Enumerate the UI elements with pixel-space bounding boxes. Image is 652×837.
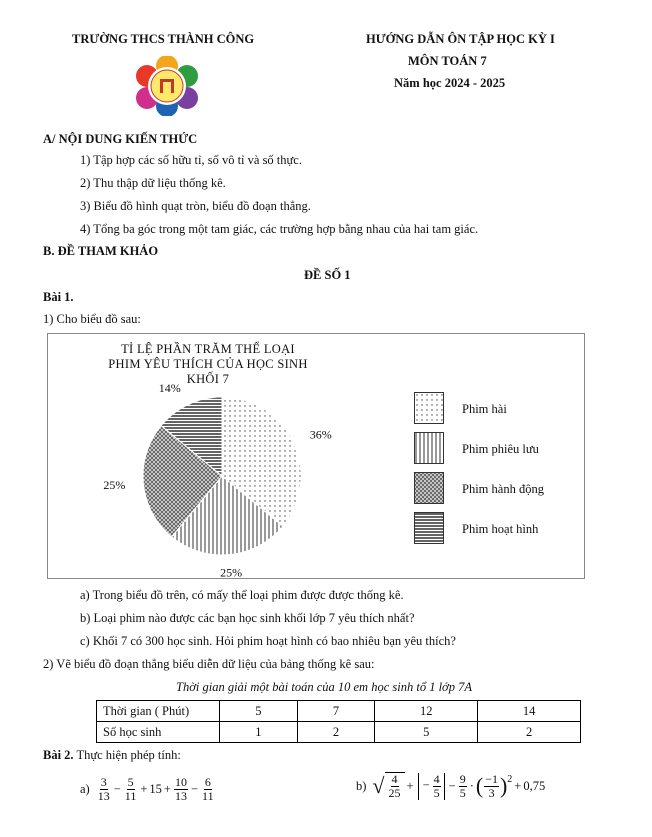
table-caption: Thời gian giải một bài toán của 10 em học sinh tổ 1 lớp 7A — [176, 680, 472, 694]
table-cell: 5 — [375, 722, 478, 743]
section-b-title: B. ĐỀ THAM KHẢO — [43, 244, 159, 258]
question-b: b) Loại phim nào được các bạn học sinh khối lớp 7 yêu thích nhất? — [80, 611, 415, 625]
pie-label: 36% — [309, 427, 332, 442]
absolute-value: − $\frac{4}{5}$ — [418, 773, 445, 800]
operator: − — [113, 782, 121, 796]
bai1-intro: 1) Cho biểu đồ sau: — [43, 312, 141, 326]
legend-swatch-dots — [414, 392, 444, 424]
operator: + — [140, 782, 148, 796]
table-cell: 1 — [220, 722, 298, 743]
fraction: $\frac{3}{13}$ — [97, 775, 110, 803]
table-header-cell: Số học sinh — [97, 722, 220, 743]
question-a: a) Trong biểu đồ trên, có mấy thể loại phim được được thống kê. — [80, 588, 404, 602]
table-cell: 2 — [478, 722, 581, 743]
chart-title: TỈ LỆ PHẦN TRĂM THỂ LOẠI PHIM YÊU THÍCH CỦA HỌC SINH KHỐI 7 — [108, 342, 308, 386]
content-item: 1) Tập hợp các số hữu tỉ, số vô tỉ và số thực. — [80, 153, 302, 167]
term: 15 — [149, 782, 162, 796]
stats-table — [96, 700, 581, 743]
legend-swatch-vertical — [414, 432, 444, 464]
part2-text: 2) Vẽ biểu đồ đoạn thẳng biểu diễn dữ liệu của bảng thống kê sau: — [43, 657, 375, 671]
subject-title: MÔN TOÁN 7 — [408, 54, 487, 68]
doc-title: HƯỚNG DẪN ÔN TẬP HỌC KỲ I — [366, 32, 555, 46]
exponent: 2 — [507, 774, 513, 785]
table-row — [97, 722, 581, 743]
fraction: $\frac{10}{13}$ — [174, 775, 187, 803]
content-item: 3) Biểu đồ hình quạt tròn, biểu đồ đoạn thẳng. — [80, 199, 311, 213]
legend-label: Phim hoạt hình — [462, 522, 539, 536]
legend-swatch-horizontal — [414, 512, 444, 544]
exam-title: ĐỀ SỐ 1 — [304, 268, 351, 282]
table-header-cell: Thời gian ( Phút) — [97, 701, 220, 722]
table-cell: 14 — [478, 701, 581, 722]
bai2-title: Bài 2. — [43, 748, 74, 762]
operator: + — [163, 782, 171, 796]
legend-label: Phim phiêu lưu — [462, 442, 539, 456]
fraction: $\frac{5}{11}$ — [124, 775, 137, 803]
expression-b: b) √ $\frac{4}{25}$ + − $\frac{4}{5}$ − $\frac{9}{5}$ · ( $\frac{-1}{3}$ ) $^2$ + 0,75 — [356, 771, 546, 800]
table-row — [97, 701, 581, 722]
pie-label: 25% — [220, 565, 243, 578]
table-cell: 12 — [375, 701, 478, 722]
operator: + — [514, 778, 522, 793]
expression-a — [80, 776, 216, 803]
square-root: √ $\frac{4}{25}$ — [372, 772, 404, 800]
section-a-title: A/ NỘI DUNG KIẾN THỨC — [43, 132, 198, 146]
school-year: Năm học 2024 - 2025 — [394, 76, 506, 90]
content-item: 4) Tổng ba góc trong một tam giác, các trường hợp bằng nhau của hai tam giác. — [80, 222, 479, 236]
question-c: c) Khối 7 có 300 học sinh. Hỏi phim hoạt hình có bao nhiêu bạn yêu thích? — [80, 634, 456, 648]
bai2-heading — [43, 748, 181, 763]
table-cell: 7 — [297, 701, 375, 722]
table-cell: 5 — [220, 701, 298, 722]
legend-label: Phim hành động — [462, 482, 544, 496]
bai1-title: Bài 1. — [43, 290, 74, 304]
fraction: $\frac{-1}{3}$ — [485, 771, 498, 800]
operator: − — [448, 778, 456, 793]
table-cell: 2 — [297, 722, 375, 743]
pie-label: 25% — [103, 478, 126, 493]
pie-label: 14% — [158, 381, 181, 396]
operator: − — [190, 782, 199, 796]
legend-label: Phim hài — [462, 402, 507, 416]
expr-a-label: a) — [80, 782, 90, 796]
school-name: TRƯỜNG THCS THÀNH CÔNG — [72, 32, 255, 46]
bai2-text: Thực hiện phép tính: — [76, 748, 181, 762]
content-item: 2) Thu thập dữ liệu thống kê. — [80, 176, 226, 190]
expr-b-label: b) — [356, 778, 367, 793]
operator: · — [469, 778, 474, 793]
pie-chart-frame — [47, 333, 585, 579]
operator: + — [406, 778, 414, 793]
term: 0,75 — [523, 778, 546, 793]
fraction: $\frac{6}{11}$ — [202, 775, 214, 803]
school-logo — [133, 56, 201, 116]
legend-swatch-crosshatch — [414, 472, 444, 504]
fraction: $\frac{9}{5}$ — [459, 771, 466, 800]
